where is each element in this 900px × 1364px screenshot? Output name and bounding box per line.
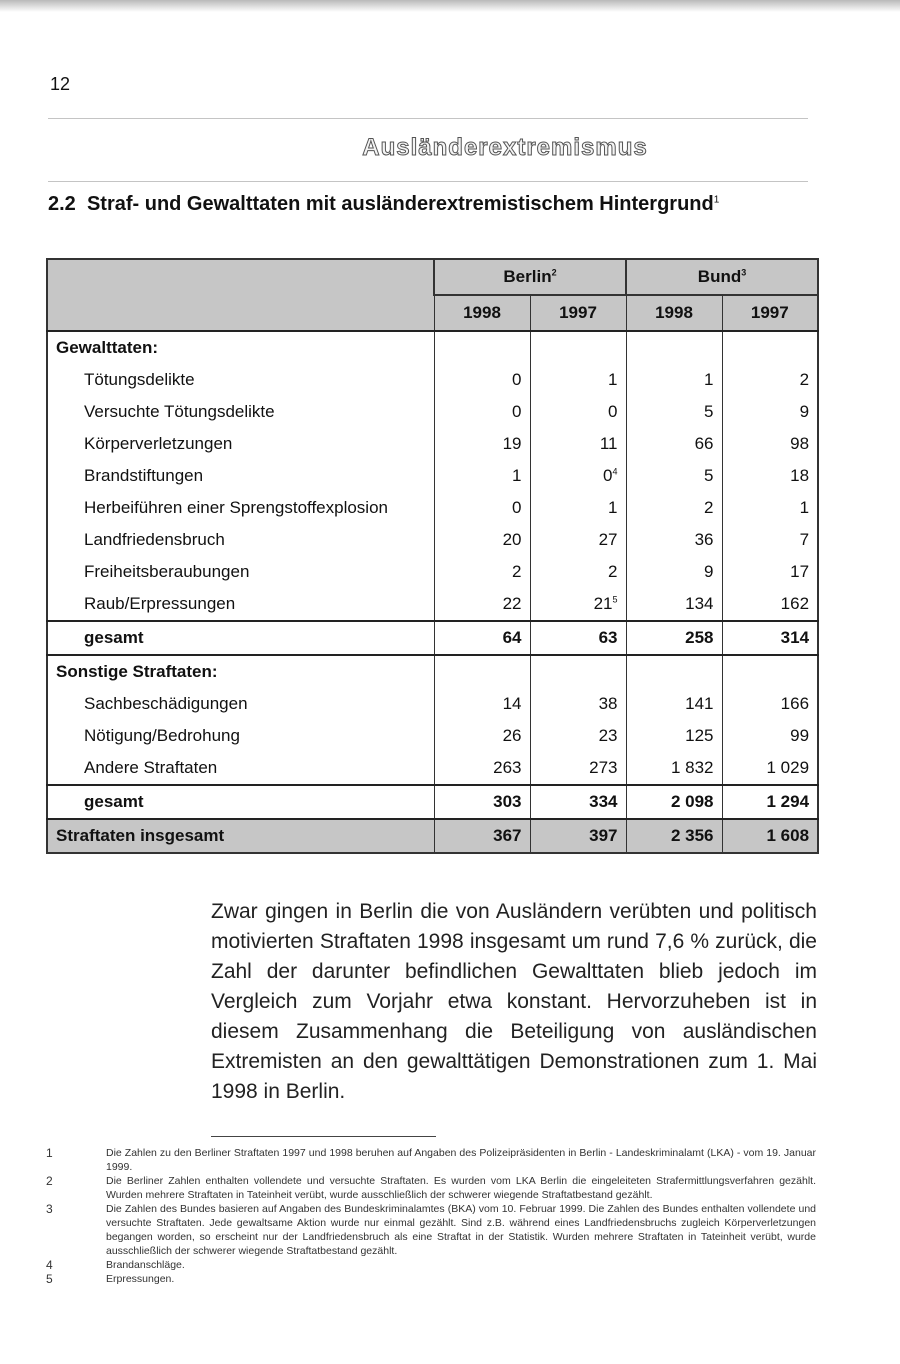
footnote <box>46 1174 816 1202</box>
value-cell <box>626 460 722 492</box>
value-cell <box>434 588 530 621</box>
value: 273 <box>589 758 618 777</box>
value: 1 <box>608 498 618 517</box>
year-header: 1997 <box>722 295 818 331</box>
subtotal-value: 63 <box>530 621 626 655</box>
subtotal-value: 258 <box>626 621 722 655</box>
subtotal-value: 314 <box>722 621 818 655</box>
group-header-bund: Bund$^3$ <box>626 259 818 295</box>
footnotes <box>46 1146 816 1286</box>
value: 2 <box>704 498 714 517</box>
empty-cell <box>722 331 818 364</box>
value-cell <box>626 396 722 428</box>
empty-cell <box>530 331 626 364</box>
row-label: Andere Straftaten <box>84 758 218 777</box>
value-cell <box>434 524 530 556</box>
row-label: Körperverletzungen <box>84 434 233 453</box>
grand-total-value: 1 608 <box>722 819 818 853</box>
body-paragraph: Zwar gingen in Berlin die von Ausländern verübten und politisch motivierten Straftaten 1998 insgesamt um rund 7,6 % zurück, die Zahl der darunter befindlichen Gewalttaten blieb jedoch im Vergleich zum Vorjahr etwa konstant. Hervorzuheben ist in diesem Zusammenhang die Beteiligung von ausländischen Extremisten an den gewalttätigen Demonstrationen zum 1. Mai 1998 in Berlin. <box>211 900 817 1103</box>
value: 22 <box>502 594 522 613</box>
subtotal-label: gesamt <box>47 621 434 655</box>
section-heading-row <box>47 331 818 364</box>
footnote-text: Erpressungen. <box>106 1273 175 1285</box>
value: 21 <box>593 594 613 613</box>
table-row <box>47 460 818 492</box>
value-cell <box>722 556 818 588</box>
table-row <box>47 588 818 621</box>
value-cell <box>530 720 626 752</box>
value: 99 <box>790 726 810 745</box>
section-heading-label: Sonstige Straftaten: <box>56 662 218 681</box>
footnote-number: 4 <box>46 1258 53 1272</box>
grand-total-value: 367 <box>434 819 530 853</box>
footnote-text: Die Zahlen zu den Berliner Straftaten 1997 und 1998 beruhen auf Angaben des Polizeipräsidenten in Berlin - Landeskriminalamt (LKA) - vom 19. Januar 1999. <box>106 1147 816 1173</box>
value-cell <box>626 752 722 785</box>
header-corner-lower <box>47 295 434 331</box>
value: 1 832 <box>670 758 714 777</box>
row-label: Tötungsdelikte <box>84 370 195 389</box>
value: 1 <box>704 370 714 389</box>
value: 125 <box>685 726 714 745</box>
grand-total-row <box>47 819 818 853</box>
value: 9 <box>704 562 714 581</box>
footnote <box>46 1202 816 1258</box>
value-cell <box>722 364 818 396</box>
value-cell <box>530 556 626 588</box>
value: 11 <box>599 434 618 453</box>
value-cell <box>722 428 818 460</box>
value: 17 <box>790 562 810 581</box>
footnote-ref: 4 <box>612 466 618 477</box>
value: 19 <box>502 434 522 453</box>
value-cell <box>626 364 722 396</box>
value: 0 <box>608 402 618 421</box>
chapter-title: Ausländerextremismus <box>362 134 648 161</box>
row-label: Brandstiftungen <box>84 466 204 485</box>
empty-cell <box>434 655 530 688</box>
subtotal-value: 334 <box>530 785 626 819</box>
subtotal-value: 64 <box>434 621 530 655</box>
row-label: Raub/Erpressungen <box>84 594 236 613</box>
value: 27 <box>598 530 618 549</box>
value: 36 <box>694 530 714 549</box>
value-cell <box>626 428 722 460</box>
row-label: Nötigung/Bedrohung <box>84 726 240 745</box>
subtotal-value: 303 <box>434 785 530 819</box>
grand-total-value: 397 <box>530 819 626 853</box>
value: 26 <box>502 726 522 745</box>
value-cell <box>722 752 818 785</box>
year-header-row <box>47 295 818 331</box>
value: 2 <box>608 562 618 581</box>
table-row <box>47 688 818 720</box>
page-number: 12 <box>50 74 71 94</box>
section-heading <box>48 193 719 216</box>
section-title: Straf- und Gewalttaten mit ausländerextremistischem Hintergrund <box>86 193 714 215</box>
table-row <box>47 556 818 588</box>
table-row <box>47 428 818 460</box>
value-cell <box>434 752 530 785</box>
table-body <box>47 331 818 853</box>
value: 98 <box>790 434 810 453</box>
year-header: 1998 <box>434 295 530 331</box>
value: 7 <box>799 530 810 549</box>
value: 2 <box>799 370 810 389</box>
value: 66 <box>694 434 714 453</box>
value-cell <box>530 492 626 524</box>
group-header-berlin: Berlin$^2$ <box>434 259 626 295</box>
value: 5 <box>704 466 714 485</box>
grand-total-value: 2 356 <box>626 819 722 853</box>
value-cell <box>626 688 722 720</box>
value: 162 <box>780 594 810 613</box>
value-cell <box>434 396 530 428</box>
empty-cell <box>626 331 722 364</box>
value: 134 <box>685 594 714 613</box>
value-cell <box>722 688 818 720</box>
header-rule-top <box>48 118 808 119</box>
empty-cell <box>434 331 530 364</box>
empty-cell <box>626 655 722 688</box>
value-cell <box>530 524 626 556</box>
value: 14 <box>502 694 522 713</box>
row-label: Landfriedensbruch <box>84 530 225 549</box>
footnote-number: 3 <box>46 1202 53 1216</box>
footnote <box>46 1146 816 1174</box>
row-label: Herbeiführen einer Sprengstoffexplosion <box>84 498 388 517</box>
footnote-ref: 5 <box>612 594 618 605</box>
subtotal-value: 2 098 <box>626 785 722 819</box>
footnote-number: 2 <box>46 1174 53 1188</box>
empty-cell <box>530 655 626 688</box>
footnote <box>46 1272 816 1286</box>
grand-total-label: Straftaten insgesamt <box>56 826 225 845</box>
footnote-number: 1 <box>46 1146 53 1160</box>
value: 23 <box>598 726 618 745</box>
footnote-text: Die Zahlen des Bundes basieren auf Angaben des Bundeskriminalamtes (BKA) vom 10. Februar 1999. Die Zahlen des Bundes enthalten vollendete und versuchte Straftaten. Jede gewaltsame Aktion wurde nur einmal gezählt. Sind z.B. während eines Landfriedensbruchs zugleich Körperverletzungen begangen worden, so erscheint nur der Landfriedensbruch als eine Straftat in der Statistik. Wurden mehrere Straftaten in Tateinheit verübt, wurde ausschließlich der schwerer wiegende Straftatbestand gezählt. <box>106 1203 816 1257</box>
value: 0 <box>512 370 522 389</box>
year-header: 1998 <box>626 295 722 331</box>
year-header: 1997 <box>530 295 626 331</box>
value-cell <box>626 556 722 588</box>
subtotal-row <box>47 621 818 655</box>
value-cell <box>434 720 530 752</box>
value-cell <box>530 588 626 621</box>
header-rule-bottom <box>48 181 808 182</box>
value-cell <box>722 524 818 556</box>
table-row <box>47 364 818 396</box>
value: 1 029 <box>766 758 810 777</box>
value: 1 <box>512 466 522 485</box>
value-cell <box>722 720 818 752</box>
group-header-row <box>47 259 818 295</box>
header-corner <box>47 259 434 295</box>
value-cell <box>434 364 530 396</box>
value-cell <box>530 752 626 785</box>
footnote-text: Die Berliner Zahlen enthalten vollendete und versuchte Straftaten. Es wurden vom LKA Berlin die eingeleiteten Strafermittlungsverfahren gezählt. Wurden mehrere Straftaten in Tateinheit verübt, wurde ausschließlich der schwerer wiegende Straftatbestand gezählt. <box>106 1175 816 1201</box>
value: 0 <box>603 466 613 485</box>
value-cell <box>434 460 530 492</box>
empty-cell <box>722 655 818 688</box>
statistics-table <box>46 258 819 854</box>
value-cell <box>434 428 530 460</box>
footnote-text: Brandanschläge. <box>106 1259 185 1271</box>
value: 9 <box>799 402 810 421</box>
subtotal-value: 1 294 <box>722 785 818 819</box>
footnote-number: 5 <box>46 1272 53 1286</box>
footnote <box>46 1258 816 1272</box>
value-cell <box>722 396 818 428</box>
value: 141 <box>685 694 714 713</box>
value: 263 <box>493 758 522 777</box>
subtotal-row <box>47 785 818 819</box>
value-cell <box>722 460 818 492</box>
section-footnote-ref: 1 <box>713 194 720 206</box>
value: 1 <box>799 498 810 517</box>
section-heading-row <box>47 655 818 688</box>
table-row <box>47 752 818 785</box>
value-cell <box>530 396 626 428</box>
value-cell <box>530 428 626 460</box>
value: 0 <box>512 402 522 421</box>
row-label: Freiheitsberaubungen <box>84 562 250 581</box>
value-cell <box>626 720 722 752</box>
value-cell <box>434 556 530 588</box>
value-cell <box>434 688 530 720</box>
value: 20 <box>502 530 522 549</box>
table-row <box>47 396 818 428</box>
value-cell <box>530 364 626 396</box>
value: 5 <box>704 402 714 421</box>
section-heading-label: Gewalttaten: <box>56 338 159 357</box>
value: 1 <box>608 370 618 389</box>
value-cell <box>626 524 722 556</box>
subtotal-label: gesamt <box>47 785 434 819</box>
value: 38 <box>598 694 618 713</box>
value-cell <box>530 460 626 492</box>
footnote-separator <box>211 1136 436 1137</box>
table-row <box>47 720 818 752</box>
value-cell <box>722 588 818 621</box>
value: 166 <box>780 694 810 713</box>
crime-statistics-table <box>46 258 818 854</box>
value-cell <box>722 492 818 524</box>
value-cell <box>530 688 626 720</box>
value-cell <box>626 588 722 621</box>
value: 18 <box>790 466 810 485</box>
row-label: Sachbeschädigungen <box>84 694 248 713</box>
value: 0 <box>512 498 522 517</box>
value-cell <box>434 492 530 524</box>
table-row <box>47 492 818 524</box>
value-cell <box>626 492 722 524</box>
value: 2 <box>512 562 522 581</box>
row-label: Versuchte Tötungsdelikte <box>84 402 275 421</box>
table-row <box>47 524 818 556</box>
section-number: 2.2 <box>48 193 76 215</box>
scan-edge-shadow <box>0 0 900 12</box>
